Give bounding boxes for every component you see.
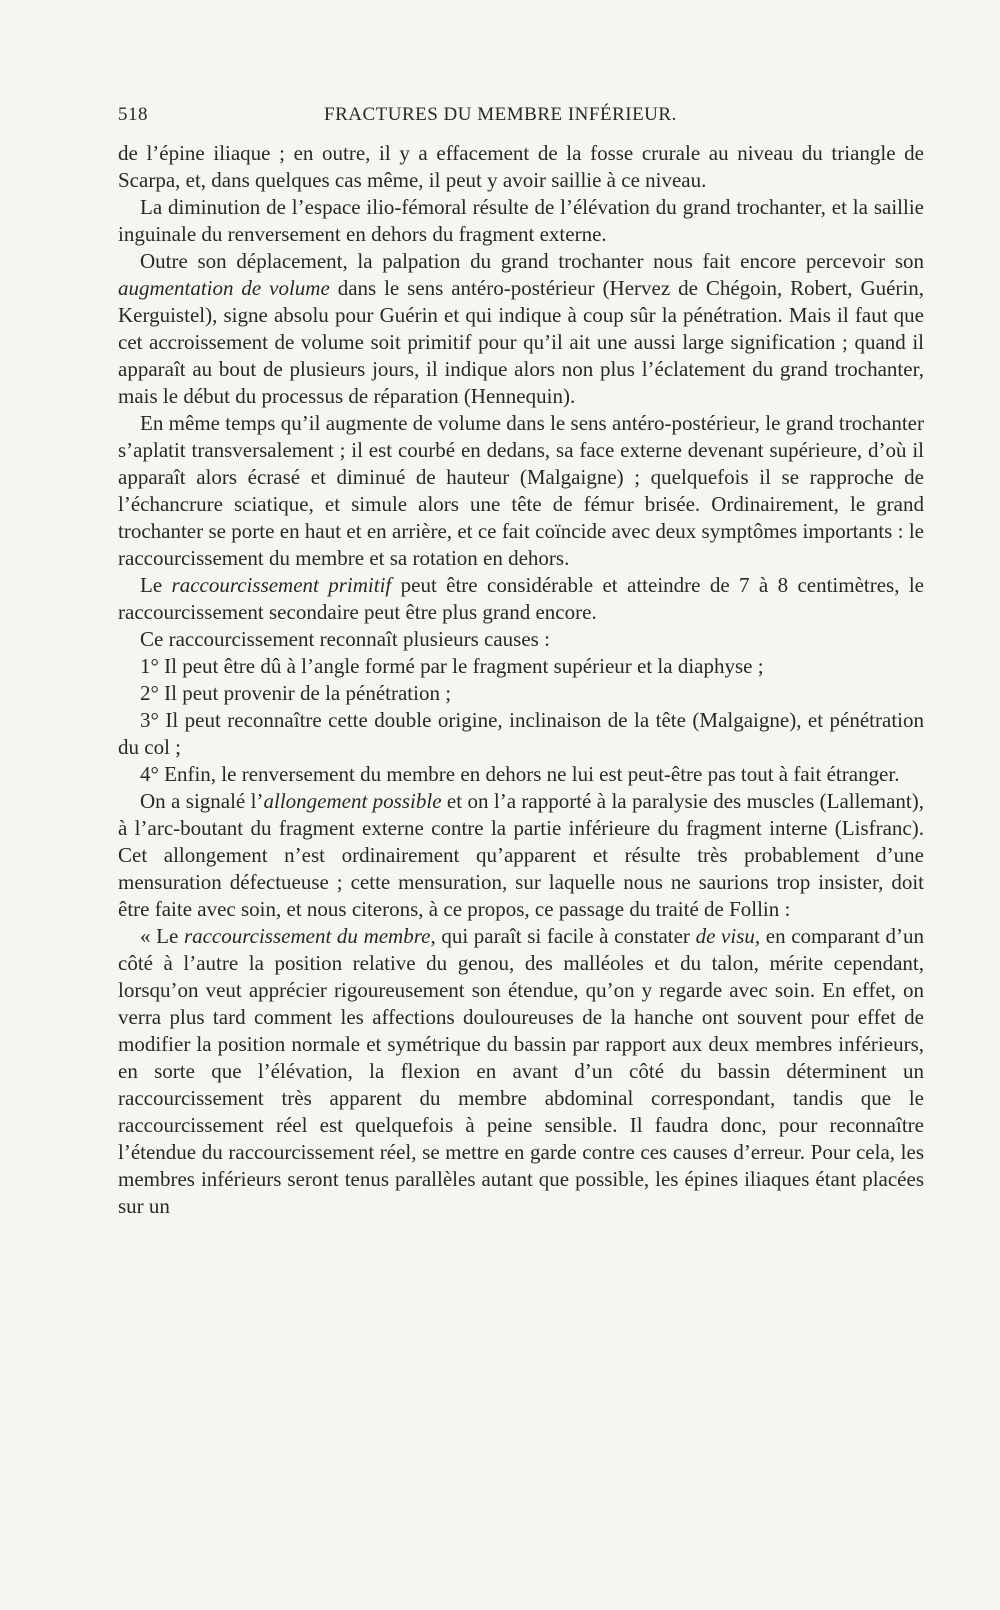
italic-text: de visu (695, 924, 755, 948)
text-run: Outre son déplacement, la palpation du grand trochanter nous fait encore percevoir son (140, 249, 924, 273)
paragraph (118, 707, 924, 761)
paragraph (118, 194, 924, 248)
page-header (118, 104, 924, 130)
body-text (118, 140, 924, 1220)
paragraph (118, 923, 924, 1220)
paragraph (118, 248, 924, 410)
text-run: 4° Enfin, le renversement du membre en dehors ne lui est peut-être pas tout à fait étranger. (140, 762, 900, 786)
paragraph (118, 788, 924, 923)
text-run: dans le sens antéro-postérieur (Hervez de Chégoin, Robert, Guérin, Kerguistel), signe absolu pour Guérin et qui indique à coup sûr la pénétration. Mais il faut que cet accroissement de volume soit primitif pour qu’il ait une aussi large signification ; quand il apparaît au bout de plusieurs jours, il indique alors non plus l’éclatement du grand trochanter, mais le début du processus de réparation (Hennequin). (118, 276, 925, 408)
paragraph (118, 626, 924, 653)
page-number: 518 (118, 104, 148, 125)
text-run: de l’épine iliaque ; en outre, il y a effacement de la fosse crurale au niveau du triangle de Scarpa, et, dans quelques cas même, il peut y avoir saillie à ce niveau. (118, 141, 924, 192)
paragraph (118, 761, 924, 788)
italic-text: raccourcissement du membre (183, 924, 431, 948)
paragraph (118, 140, 924, 194)
text-run: La diminution de l’espace ilio-fémoral résulte de l’élévation du grand trochanter, et la saillie inguinale du renversement en dehors du fragment externe. (118, 195, 924, 246)
paragraph (118, 680, 924, 707)
text-run: 1° Il peut être dû à l’angle formé par le fragment supérieur et la diaphyse ; (140, 654, 764, 678)
text-run: , qui paraît si facile à constater (430, 924, 696, 948)
text-run: , en comparant d’un côté à l’autre la position relative du genou, des malléoles et du talon, mérite cependant, lorsqu’on veut apprécier rigoureusement son étendue, qu’on y regarde avec soin. En effet, on verra plus tard comment les affections douloureuses de la hanche ont souvent pour effet de modifier la position normale et symétrique du bassin par rapport aux deux membres inférieurs, en sorte que l’élévation, la flexion en avant d’un côté du bassin déterminent un raccourcissement très apparent du membre abdominal correspondant, tandis que le raccourcissement réel est quelquefois à peine sensible. Il faudra donc, pour reconnaître l’étendue du raccourcissement réel, se mettre en garde contre ces causes d’erreur. Pour cela, les membres inférieurs seront tenus parallèles autant que possible, les épines iliaques étant placées sur un (118, 924, 924, 1218)
italic-text: raccourcissement primitif (171, 573, 392, 597)
text-run: « Le (140, 924, 184, 948)
paragraph (118, 410, 924, 572)
italic-text: allongement possible (263, 789, 442, 813)
text-run: On a signalé l’ (140, 789, 264, 813)
text-run: 3° Il peut reconnaître cette double origine, inclinaison de la tête (Malgaigne), et pénétration du col ; (118, 708, 924, 759)
running-title: FRACTURES DU MEMBRE INFÉRIEUR. (324, 104, 677, 125)
paragraph (118, 572, 924, 626)
italic-text: augmentation de volume (118, 276, 330, 300)
text-run: peut être considérable et atteindre de 7 à 8 centimètres, le raccourcissement secondaire peut être plus grand encore. (118, 573, 925, 624)
text-run: et on l’a rapporté à la paralysie des muscles (Lallemant), à l’arc-boutant du fragment externe contre la partie inférieure du fragment interne (Lisfranc). Cet allongement n’est ordinairement qu’apparent et résulte très probablement d’une mensuration défectueuse ; cette mensuration, sur laquelle nous ne saurions trop insister, doit être faite avec soin, et nous citerons, à ce propos, ce passage du traité de Follin : (118, 789, 925, 921)
paragraph (118, 653, 924, 680)
text-run: Le (140, 573, 172, 597)
text-run: 2° Il peut provenir de la pénétration ; (140, 681, 452, 705)
text-run: En même temps qu’il augmente de volume dans le sens antéro-postérieur, le grand trochanter s’aplatit transversalement ; il est courbé en dedans, sa face externe devenant supérieure, d’où il apparaît alors écrasé et diminué de hauteur (Malgaigne) ; quelquefois il se rapproche de l’échancrure sciatique, et simule alors une tête de fémur brisée. Ordinairement, le grand trochanter se porte en haut et en arrière, et ce fait coïncide avec deux symptômes importants : le raccourcissement du membre et sa rotation en dehors. (118, 411, 924, 570)
text-run: Ce raccourcissement reconnaît plusieurs causes : (140, 627, 550, 651)
